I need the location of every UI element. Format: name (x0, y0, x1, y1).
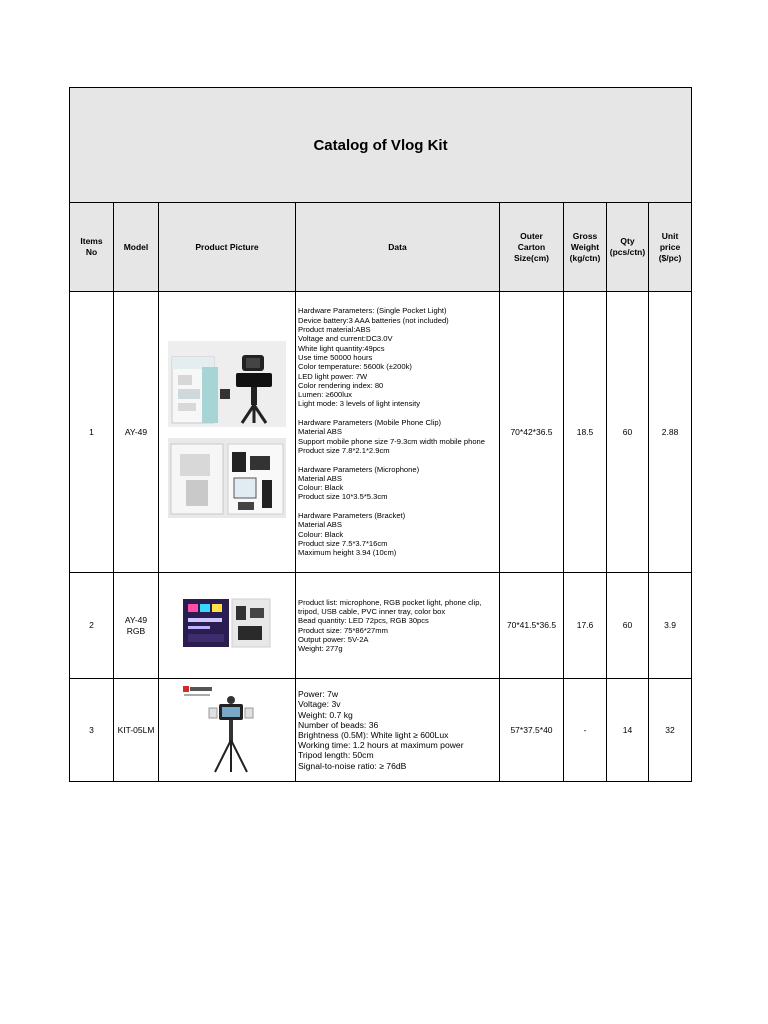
header-product-picture: Product Picture (159, 203, 296, 292)
outer-carton: 70*42*36.5 (500, 292, 564, 573)
spec-line: Maximum height 3.94 (10cm) (298, 548, 397, 558)
spec-gap (298, 455, 497, 464)
item-no: 2 (70, 573, 114, 679)
spec-line: Hardware Parameters (Mobile Phone Clip) (298, 418, 442, 428)
header-qty: Qty (pcs/ctn) (607, 203, 649, 292)
outer-carton: 70*41.5*36.5 (500, 573, 564, 679)
spec-line: Color temperature: 5600k (±200k) (298, 362, 412, 372)
spec-line: Colour: Black (298, 529, 344, 539)
table-row (70, 292, 692, 573)
spec-line: Use time 50000 hours (298, 352, 373, 362)
spec-line: Product material:ABS (298, 325, 371, 335)
header-items-no: Items No (70, 203, 114, 292)
spec-line: tripod, USB cable, PVC inner tray, color box (298, 606, 446, 616)
item-no: 3 (70, 679, 114, 782)
table-row (70, 679, 692, 782)
spec-line: Weight: 0.7 kg (298, 709, 353, 720)
spec-line: LED light power: 7W (298, 371, 368, 381)
data-cell (296, 292, 500, 573)
spec-line: Weight: 277g (298, 644, 343, 654)
spec-line: Color rendering index: 80 (298, 380, 384, 390)
title-cell (70, 88, 692, 203)
spec-line: Working time: 1.2 hours at maximum power (298, 740, 464, 751)
header-data: Data (296, 203, 500, 292)
product-picture-cell (159, 679, 296, 782)
spec-line: Product list: microphone, RGB pocket light, phone clip, (298, 597, 482, 607)
spec-line: Product size: 75*86*27mm (298, 625, 388, 635)
spec-line: Light mode: 3 levels of light intensity (298, 399, 420, 409)
product-picture-cell (159, 573, 296, 679)
header-row (70, 203, 692, 292)
product-photo-tripod-kit (179, 682, 275, 774)
product-picture-cell (159, 292, 296, 573)
header-model: Model (114, 203, 159, 292)
product-photo-kit-box (168, 341, 286, 427)
spec-line: Hardware Parameters: (Single Pocket Light) (298, 306, 447, 316)
spec-line: Brightness (0.5M): White light ≥ 600Lux (298, 730, 449, 740)
spec-line: Material ABS (298, 473, 342, 483)
spec-line: Signal-to-noise ratio: ≥ 76dB (298, 760, 407, 771)
spec-line: Voltage and current:DC3.0V (298, 334, 393, 344)
spec-line: Number of beads: 36 (298, 719, 379, 730)
spec-line: Power: 7w (298, 689, 339, 700)
spec-line: Material ABS (298, 427, 342, 437)
spec-line: Lumen: ≥600lux (298, 390, 352, 400)
qty: 60 (607, 573, 649, 679)
spec-line: Support mobile phone size 7-9.3cm width mobile phone (298, 436, 485, 446)
product-photo-kit-contents (168, 438, 286, 518)
header-unit-price: Unit price ($/pc) (649, 203, 692, 292)
spec-line: Material ABS (298, 520, 342, 530)
catalog-table (69, 87, 692, 782)
model: AY-49 RGB (114, 573, 159, 679)
qty: 14 (607, 679, 649, 782)
spec-line: Hardware Parameters (Microphone) (298, 464, 420, 474)
spec-line: Product size 7.8*2.1*2.9cm (298, 445, 390, 455)
spec-gap (298, 409, 497, 418)
unit-price: 32 (649, 679, 692, 782)
model: AY-49 (114, 292, 159, 573)
model: KIT-05LM (114, 679, 159, 782)
gross-weight: 17.6 (564, 573, 607, 679)
header-outer-carton: Outer Carton Size(cm) (500, 203, 564, 292)
spec-line: White light quantity:49pcs (298, 343, 385, 353)
spec-line: Voltage: 3v (298, 699, 341, 710)
unit-price: 2.88 (649, 292, 692, 573)
header-gross-weight: Gross Weight (kg/ctn) (564, 203, 607, 292)
spec-line: Output power: 5V-2A (298, 634, 369, 644)
qty: 60 (607, 292, 649, 573)
spec-line: Device battery:3 AAA batteries (not included) (298, 315, 449, 325)
page-title: Catalog of Vlog Kit (313, 136, 448, 154)
spec-line: Colour: Black (298, 483, 344, 493)
table-row (70, 573, 692, 679)
spec-line: Tripod length: 50cm (298, 750, 374, 761)
data-cell (296, 679, 500, 782)
spec-line: Product size 7.5*3.7*16cm (298, 538, 388, 548)
data-cell (296, 573, 500, 679)
product-photo-rgb-kit (182, 596, 272, 650)
spec-line: Hardware Parameters (Bracket) (298, 511, 406, 521)
gross-weight: - (564, 679, 607, 782)
gross-weight: 18.5 (564, 292, 607, 573)
outer-carton: 57*37.5*40 (500, 679, 564, 782)
item-no: 1 (70, 292, 114, 573)
title-row (70, 88, 692, 203)
unit-price: 3.9 (649, 573, 692, 679)
spec-line: Bead quantity: LED 72pcs, RGB 30pcs (298, 616, 429, 626)
spec-line: Product size 10*3.5*5.3cm (298, 492, 388, 502)
spec-gap (298, 502, 497, 511)
